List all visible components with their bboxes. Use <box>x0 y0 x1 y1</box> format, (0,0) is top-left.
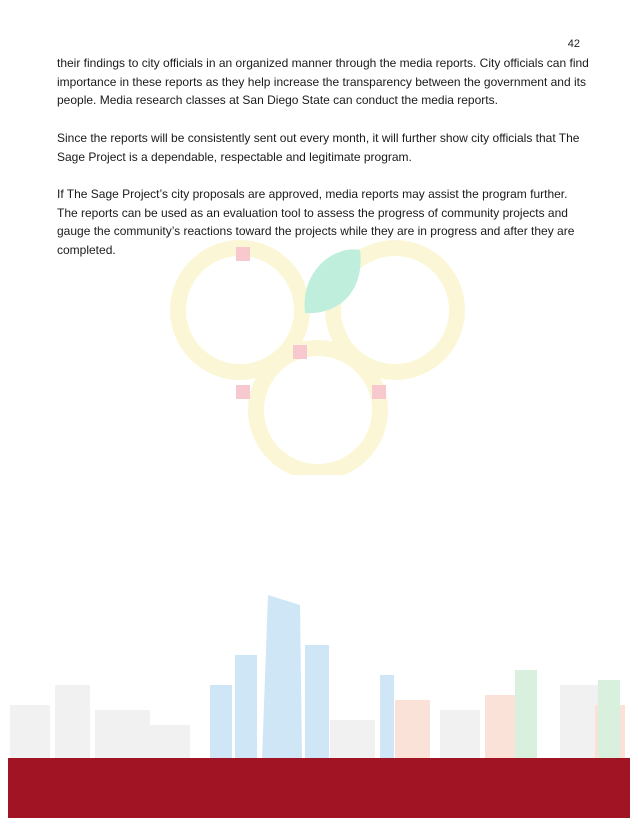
city-skyline-illustration <box>0 585 638 760</box>
page-number: 42 <box>567 38 580 50</box>
footer-band <box>8 758 630 818</box>
paragraph-2: Since the reports will be consistently sent out every month, it will further show city officials that The Sage Project is a dependable, respectable and legitimate program. <box>57 130 580 164</box>
body-text <box>57 54 589 278</box>
paragraph-1: their findings to city officials in an organized manner through the media reports. City officials can find importance in these reports as they help increase the transparency between the government and its people. Media research classes at San Diego State can conduct the media reports. <box>57 56 589 108</box>
paragraph-3: If The Sage Project’s city proposals are approved, media reports may assist the program further. The reports can be used as an evaluation tool to assess the progress of community projects and gauge the community’s reactions toward the projects while they are in progress and after they are completed. <box>57 186 575 257</box>
